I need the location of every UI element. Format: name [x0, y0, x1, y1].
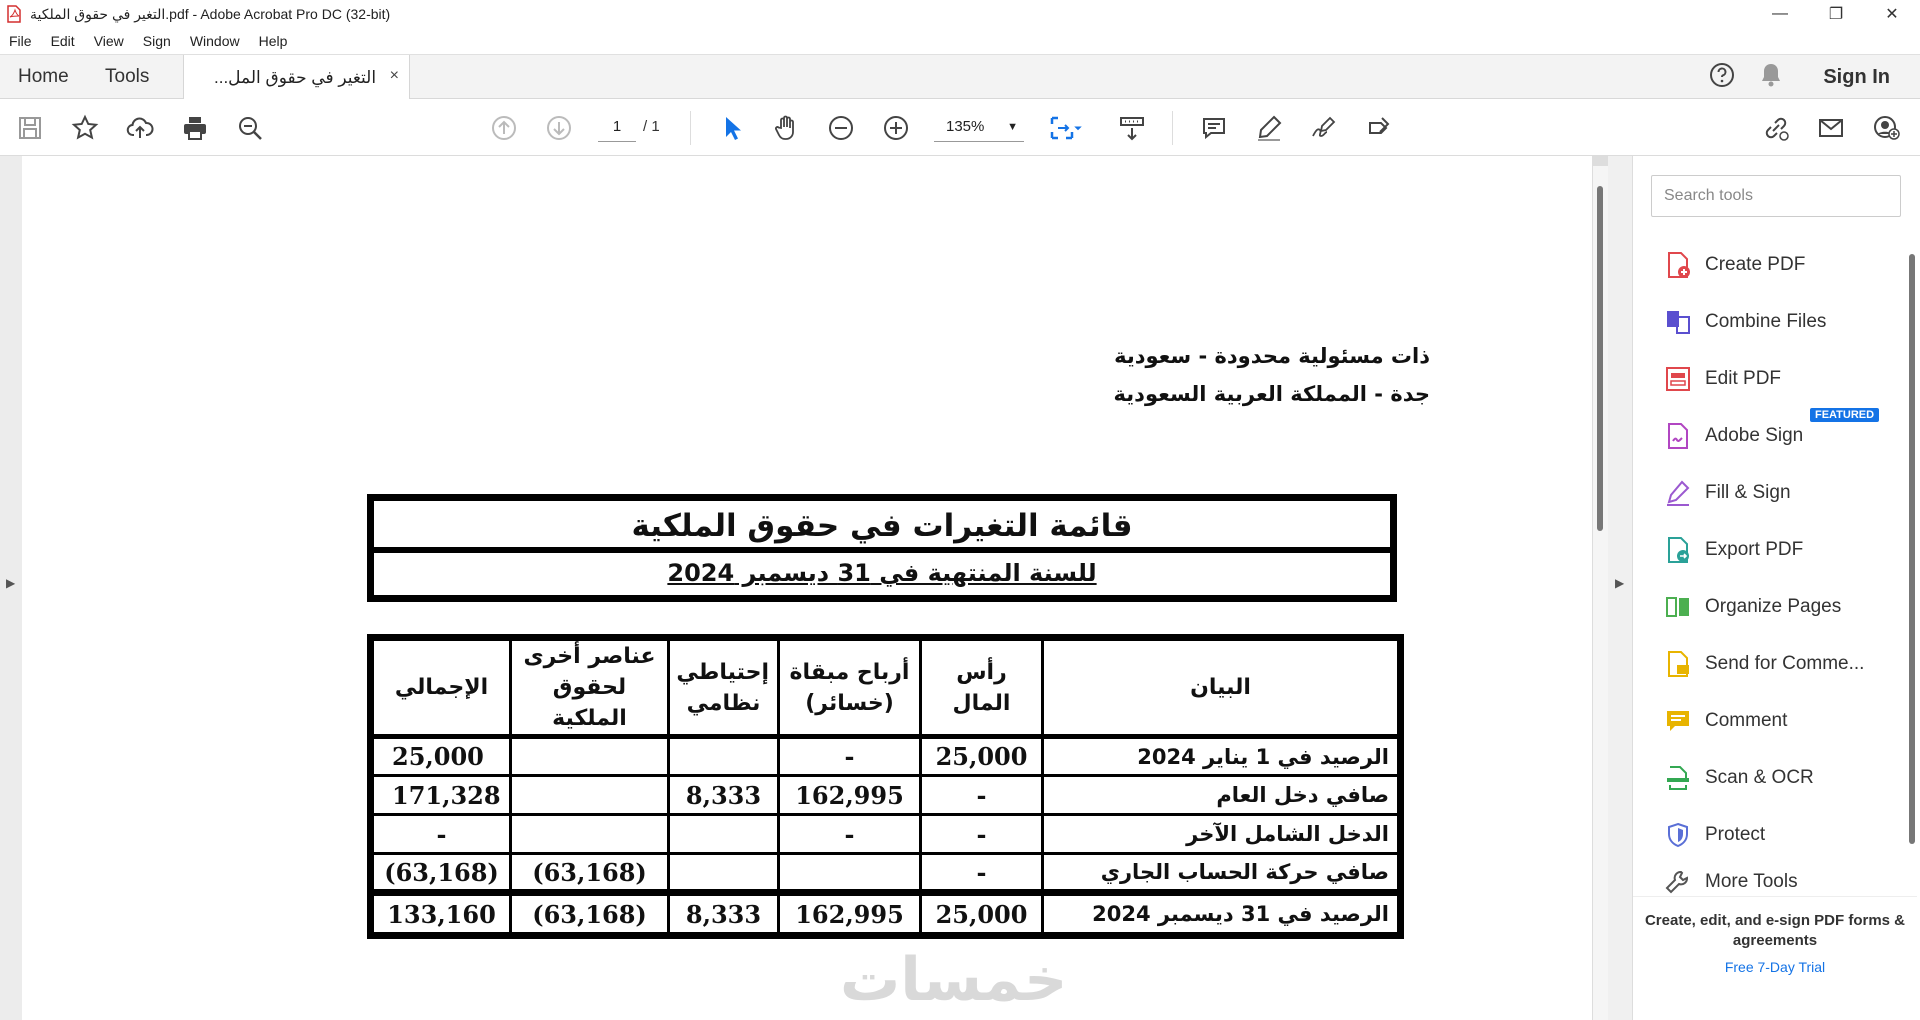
tool-adobe-sign[interactable]	[1663, 416, 1803, 456]
tool-create-pdf[interactable]	[1663, 245, 1805, 285]
cell-statutory	[669, 737, 779, 776]
cell-label: الدخل الشامل الآخر	[1043, 815, 1401, 854]
fit-page-chevron-icon[interactable]	[1070, 112, 1086, 144]
help-icon[interactable]	[1708, 61, 1736, 89]
company-line-1: ذات مسئولية محدودة - سعودية	[1114, 344, 1430, 368]
tool-fill-sign[interactable]	[1663, 473, 1791, 513]
create-pdf-icon	[1663, 250, 1693, 280]
sign-in-button[interactable]: Sign In	[1823, 66, 1890, 88]
signature-pen-icon[interactable]	[1308, 112, 1340, 144]
toolbar-divider	[1172, 111, 1173, 145]
cell-capital: -	[921, 776, 1043, 815]
save-icon[interactable]	[14, 112, 46, 144]
left-panel-toggle[interactable]	[0, 156, 22, 1020]
tool-label: Edit PDF	[1705, 368, 1782, 389]
right-panel-toggle[interactable]	[1608, 156, 1632, 1020]
tool-organize-pages[interactable]	[1663, 587, 1841, 627]
free-trial-link[interactable]: Free 7-Day Trial	[1724, 959, 1826, 975]
cell-label: صافي حركة الحساب الجاري	[1043, 854, 1401, 893]
cell-total: 171,328	[371, 776, 511, 815]
share-link-icon[interactable]	[1760, 112, 1792, 144]
cell-capital: -	[921, 815, 1043, 854]
tools-panel	[1632, 156, 1920, 1020]
scrollbar-thumb[interactable]	[1597, 186, 1603, 531]
table-row	[371, 776, 1401, 815]
search-tools-input[interactable]: Search tools	[1651, 175, 1901, 217]
tool-label: Comment	[1705, 710, 1788, 731]
cell-total: (63,168)	[371, 854, 511, 893]
scroll-mode-icon[interactable]	[1116, 112, 1148, 144]
tool-comment[interactable]	[1663, 701, 1787, 741]
restore-button[interactable]: ❐	[1828, 6, 1844, 23]
cell-retained: 162,995	[779, 893, 921, 936]
send-for-comments-icon	[1663, 649, 1693, 679]
scrollbar-top-cap	[1593, 156, 1609, 166]
watermark: خمسات	[840, 945, 1068, 1015]
close-window-button[interactable]: ✕	[1885, 6, 1899, 23]
cell-statutory	[669, 815, 779, 854]
cell-other	[511, 737, 669, 776]
cell-capital: 25,000	[921, 737, 1043, 776]
table-row	[371, 854, 1401, 893]
cell-other: (63,168)	[511, 854, 669, 893]
cell-statutory: 8,333	[669, 893, 779, 936]
adobe-sign-icon	[1663, 421, 1693, 451]
tool-label: Fill & Sign	[1705, 482, 1791, 503]
tool-label: Send for Comme...	[1705, 653, 1865, 674]
previous-page-icon[interactable]	[488, 112, 520, 144]
cell-retained: -	[779, 815, 921, 854]
tool-scan-ocr[interactable]	[1663, 758, 1814, 798]
page-number-input[interactable]	[598, 112, 636, 142]
cell-total: 133,160	[371, 893, 511, 936]
menu-file[interactable]: File	[9, 33, 32, 49]
company-line-2: جدة - المملكة العربية السعودية	[1113, 382, 1430, 406]
tool-label: Organize Pages	[1705, 596, 1842, 617]
menu-view[interactable]: View	[93, 33, 124, 49]
statement-title: قائمة التغيرات في حقوق الملكية	[374, 501, 1390, 553]
tab-tools[interactable]: Tools	[105, 66, 150, 87]
cell-other	[511, 815, 669, 854]
edit-pdf-icon	[1663, 364, 1693, 394]
table-row	[371, 737, 1401, 776]
tools-panel-scrollbar[interactable]	[1909, 254, 1915, 844]
promo-text: Create, edit, and e-sign PDF forms & agreements	[1644, 912, 1906, 949]
tool-label: Export PDF	[1705, 539, 1804, 560]
header-total: الإجمالي	[371, 638, 511, 737]
cell-capital: 25,000	[921, 893, 1043, 936]
tab-document[interactable]	[183, 55, 410, 100]
zoom-search-icon[interactable]	[234, 112, 266, 144]
tool-label: More Tools	[1705, 871, 1798, 892]
fill-sign-icon	[1663, 478, 1693, 508]
tool-label: Combine Files	[1705, 311, 1827, 332]
zoom-out-icon[interactable]	[825, 112, 857, 144]
highlight-pen-icon[interactable]	[1253, 112, 1285, 144]
combine-files-icon	[1663, 307, 1693, 337]
header-statutory: إحتياطي نظامي	[669, 638, 779, 737]
tool-label: Adobe Sign	[1705, 425, 1804, 446]
email-icon[interactable]	[1815, 112, 1847, 144]
cell-total: -	[371, 815, 511, 854]
shield-icon	[1663, 820, 1693, 850]
scan-ocr-icon	[1663, 763, 1693, 793]
page-total: / 1	[643, 118, 660, 135]
cell-label: صافي دخل العام	[1043, 776, 1401, 815]
tool-label: Protect	[1705, 824, 1766, 845]
header-description: البيان	[1043, 638, 1401, 737]
next-page-icon[interactable]	[543, 112, 575, 144]
export-pdf-icon	[1663, 535, 1693, 565]
cell-total: 25,000	[371, 737, 511, 776]
comment-tool-icon	[1663, 706, 1693, 736]
add-user-icon[interactable]	[1870, 112, 1902, 144]
window-title: التغير في حقوق الملكية.pdf - Adobe Acrobat Pro DC (32-bit)	[30, 5, 391, 22]
menu-edit[interactable]: Edit	[50, 33, 75, 49]
statement-title-box	[367, 494, 1397, 602]
table-header-row	[371, 638, 1401, 737]
table-row-closing-balance	[371, 893, 1401, 936]
more-tools-icon	[1663, 868, 1693, 896]
tab-row	[0, 54, 1920, 99]
notifications-bell-icon[interactable]	[1758, 61, 1784, 89]
tool-combine-files[interactable]	[1663, 302, 1826, 342]
tool-label: Create PDF	[1705, 254, 1806, 275]
menu-window[interactable]: Window	[189, 33, 240, 49]
table-row	[371, 815, 1401, 854]
cell-statutory	[669, 854, 779, 893]
menu-sign[interactable]: Sign	[142, 33, 171, 49]
zoom-in-icon[interactable]	[880, 112, 912, 144]
zoom-level-dropdown[interactable]	[934, 112, 1024, 142]
menu-bar	[0, 28, 1920, 54]
header-other: عناصر أخرى لحقوق الملكية	[511, 638, 669, 737]
cell-statutory: 8,333	[669, 776, 779, 815]
minimize-button[interactable]: —	[1772, 5, 1788, 22]
statement-period: للسنة المنتهية في 31 ديسمبر 2024	[667, 559, 1097, 587]
promo-box	[1633, 896, 1917, 1020]
tool-more-tools[interactable]	[1663, 868, 1798, 896]
document-scrollbar[interactable]	[1592, 156, 1608, 1020]
tool-edit-pdf[interactable]	[1663, 359, 1781, 399]
cell-other: (63,168)	[511, 893, 669, 936]
cell-capital: -	[921, 854, 1043, 893]
chevron-down-icon: ▼	[1007, 121, 1018, 133]
cell-retained: -	[779, 737, 921, 776]
menu-help[interactable]: Help	[258, 33, 288, 49]
select-cursor-icon[interactable]	[716, 112, 748, 144]
document-tab-label: التغير في حقوق المل...	[214, 67, 377, 87]
tool-export-pdf[interactable]	[1663, 530, 1803, 570]
expand-left-panel-icon[interactable]: ▶	[6, 576, 16, 590]
header-capital: رأس المال	[921, 638, 1043, 737]
equity-changes-table	[367, 634, 1404, 939]
tool-label: Scan & OCR	[1705, 767, 1814, 788]
tool-send-for-comments[interactable]	[1663, 644, 1864, 684]
zoom-level-value: 135%	[946, 118, 985, 135]
organize-pages-icon	[1663, 592, 1693, 622]
upload-cloud-icon[interactable]	[124, 112, 156, 144]
collapse-right-panel-icon[interactable]: ▶	[1615, 576, 1625, 590]
share-edit-icon[interactable]	[1363, 112, 1395, 144]
cell-other	[511, 776, 669, 815]
header-retained: أرباح مبقاة (خسائر)	[779, 638, 921, 737]
comment-icon[interactable]	[1198, 112, 1230, 144]
cell-retained	[779, 854, 921, 893]
pdf-file-icon	[6, 5, 22, 23]
print-icon[interactable]	[179, 112, 211, 144]
tool-protect[interactable]	[1663, 815, 1765, 855]
hand-tool-icon[interactable]	[770, 112, 802, 144]
cell-label: الرصيد في 1 يناير 2024	[1043, 737, 1401, 776]
statement-period-row	[374, 553, 1390, 595]
main-toolbar	[0, 99, 1920, 156]
featured-badge: FEATURED	[1810, 408, 1879, 422]
close-tab-icon[interactable]: ×	[389, 67, 399, 84]
tab-home[interactable]: Home	[18, 66, 69, 87]
bookmark-star-icon[interactable]	[69, 112, 101, 144]
cell-label: الرصيد في 31 ديسمبر 2024	[1043, 893, 1401, 936]
title-bar	[0, 0, 1920, 28]
toolbar-divider	[690, 111, 691, 145]
cell-retained: 162,995	[779, 776, 921, 815]
